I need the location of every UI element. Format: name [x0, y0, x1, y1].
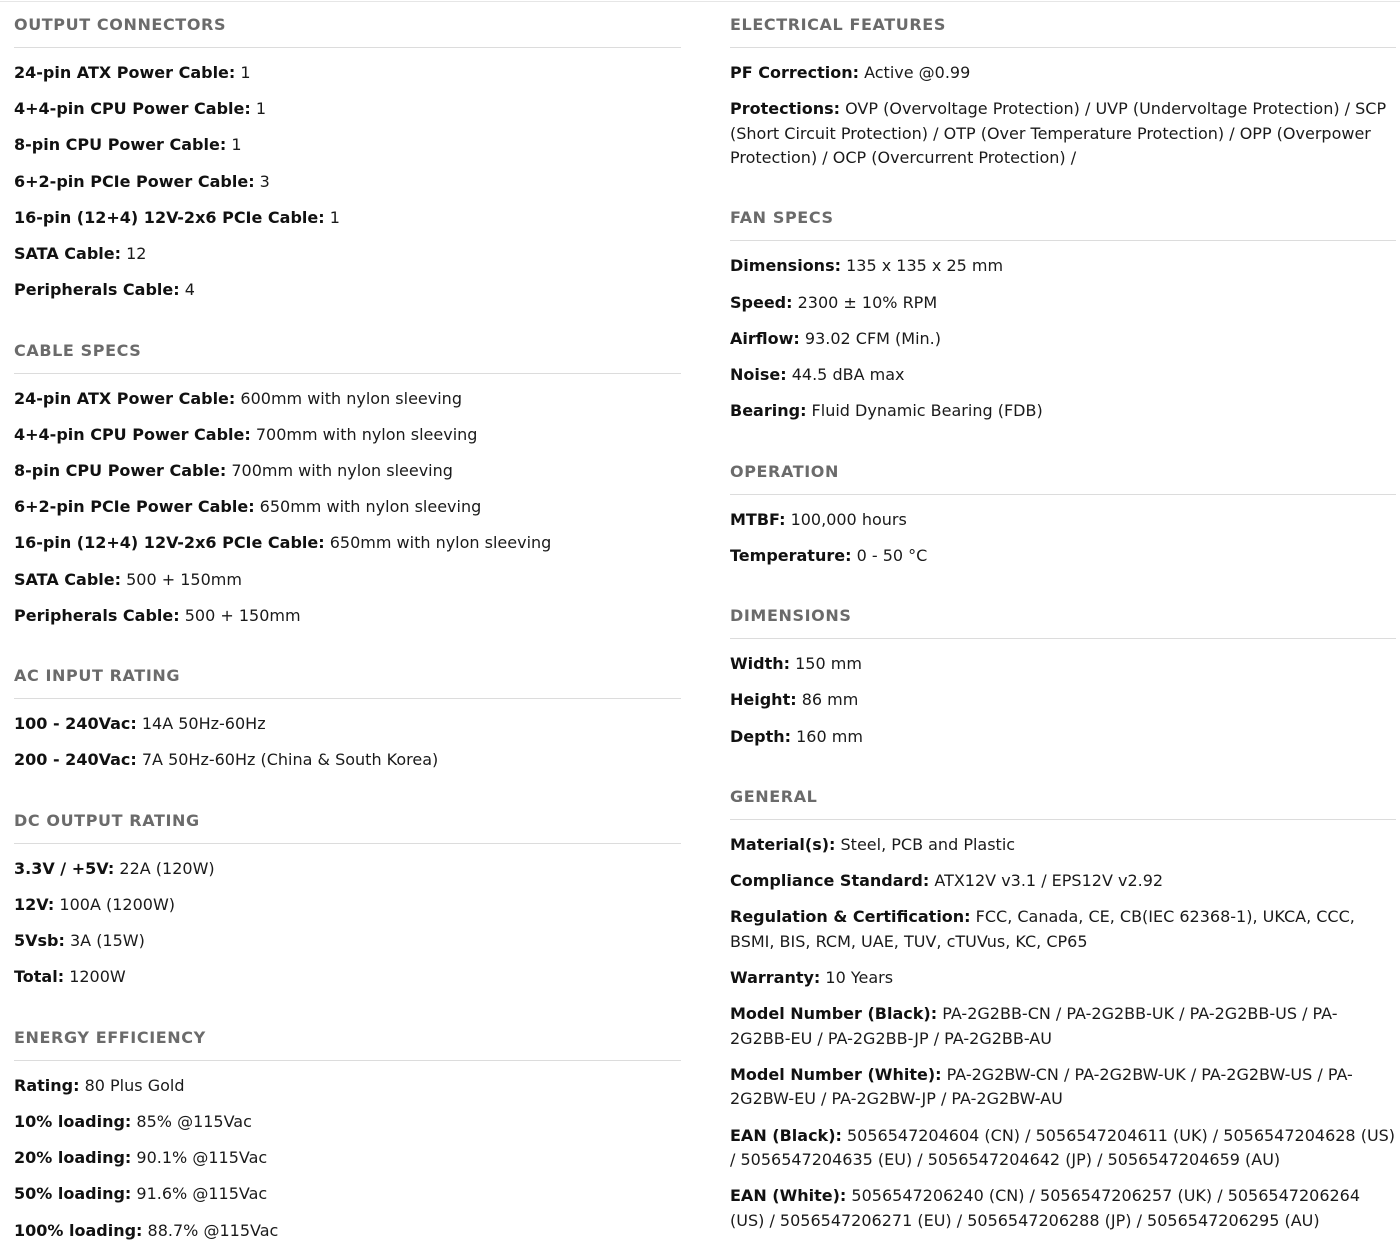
spec-row	[730, 1124, 1396, 1173]
spec-label: Width:	[730, 654, 791, 674]
spec-value: 1	[226, 135, 242, 155]
spec-label: 24-pin ATX Power Cable:	[14, 388, 236, 408]
spec-row	[730, 652, 1396, 676]
spec-label: 6+2-pin PCIe Power Cable:	[14, 171, 255, 191]
specs-right-column	[730, 0, 1396, 1233]
spec-value: 5056547206240 (CN) / 5056547206257 (UK) / 5056547206264 (US) / 5056547206271 (EU) / 5056547206288 (JP) / 5056547206295 (AU)	[730, 1186, 1361, 1230]
spec-value: OVP (Overvoltage Protection) / UVP (Undervoltage Protection) / SCP (Short Circuit Protection) / OTP (Over Temperature Protection) / OPP (Overpower Protection) / OCP (Overcurrent Protection) /	[730, 99, 1387, 168]
spec-row	[14, 97, 681, 121]
spec-value: 44.5 dBA max	[786, 365, 905, 385]
spec-value: 85% @115Vac	[131, 1112, 252, 1132]
spec-row	[730, 508, 1396, 532]
spec-row	[14, 1219, 681, 1243]
spec-label: Peripherals Cable:	[14, 605, 180, 625]
spec-value: FCC, Canada, CE, CB(IEC 62368-1), UKCA, CCC, BSMI, BIS, RCM, UAE, TUV, cTUVus, KC, CP65	[730, 907, 1355, 951]
spec-value: 100A (1200W)	[54, 895, 176, 915]
spec-row	[14, 929, 681, 953]
spec-label: 100% loading:	[14, 1220, 143, 1240]
spec-label: 12V:	[14, 895, 55, 915]
spec-value: 12	[121, 244, 147, 264]
spec-value: 4	[179, 280, 195, 300]
section-general	[730, 772, 1396, 1233]
spec-label: Model Number (Black):	[730, 1004, 938, 1024]
spec-row	[14, 170, 681, 194]
spec-value: 14A 50Hz-60Hz	[136, 714, 266, 734]
section-ac-input-rating	[14, 651, 681, 773]
spec-value: PA-2G2BW-CN / PA-2G2BW-UK / PA-2G2BW-US / PA-2G2BW-EU / PA-2G2BW-JP / PA-2G2BW-AU	[730, 1064, 1353, 1109]
section-title: CABLE SPECS	[14, 326, 681, 374]
spec-row	[14, 459, 681, 483]
spec-label: Bearing:	[730, 401, 807, 421]
spec-label: 4+4-pin CPU Power Cable:	[14, 424, 251, 444]
spec-label: Regulation & Certification:	[730, 907, 971, 927]
spec-label: Warranty:	[730, 968, 821, 988]
spec-row	[14, 1182, 681, 1206]
spec-row	[14, 893, 681, 917]
spec-label: 200 - 240Vac:	[14, 750, 137, 770]
spec-value: 90.1% @115Vac	[131, 1148, 268, 1168]
spec-row	[730, 869, 1396, 893]
spec-row	[14, 495, 681, 519]
section-energy-efficiency	[14, 1013, 681, 1243]
spec-row	[14, 965, 681, 989]
spec-value: Active @0.99	[859, 63, 971, 82]
spec-value: 700mm with nylon sleeving	[250, 424, 478, 444]
spec-label: Height:	[730, 690, 797, 710]
spec-label: 5Vsb:	[14, 931, 65, 951]
section-title: DIMENSIONS	[730, 591, 1396, 639]
spec-label: Rating:	[14, 1075, 80, 1095]
spec-label: 16-pin (12+4) 12V-2x6 PCIe Cable:	[14, 533, 325, 553]
spec-label: Total:	[14, 967, 65, 987]
section-title: OUTPUT CONNECTORS	[14, 0, 681, 48]
spec-label: Protections:	[730, 99, 841, 119]
spec-row	[730, 1063, 1396, 1112]
spec-value: 1	[235, 63, 251, 82]
spec-value: ATX12V v3.1 / EPS12V v2.92	[929, 871, 1164, 891]
spec-label: 8-pin CPU Power Cable:	[14, 461, 227, 481]
spec-row	[730, 254, 1396, 278]
spec-row	[14, 1110, 681, 1134]
spec-label: MTBF:	[730, 509, 786, 529]
spec-label: Speed:	[730, 292, 793, 312]
spec-row	[14, 857, 681, 881]
spec-value: 650mm with nylon sleeving	[254, 497, 482, 517]
spec-row	[14, 604, 681, 628]
spec-label: Peripherals Cable:	[14, 280, 180, 300]
spec-value: 80 Plus Gold	[79, 1075, 185, 1095]
spec-label: 4+4-pin CPU Power Cable:	[14, 99, 251, 119]
section-fan-specs	[730, 193, 1396, 423]
spec-label: 50% loading:	[14, 1184, 132, 1204]
spec-row	[730, 905, 1396, 954]
spec-value: 700mm with nylon sleeving	[226, 461, 453, 481]
spec-label: Material(s):	[730, 835, 836, 855]
section-title: ENERGY EFFICIENCY	[14, 1013, 681, 1061]
spec-value: Steel, PCB and Plastic	[835, 835, 1016, 855]
spec-row	[730, 1002, 1396, 1051]
spec-label: 6+2-pin PCIe Power Cable:	[14, 497, 255, 517]
spec-value: 0 - 50 °C	[851, 545, 928, 565]
spec-label: PF Correction:	[730, 63, 859, 82]
spec-row	[14, 278, 681, 302]
spec-label: Noise:	[730, 365, 787, 385]
section-title: DC OUTPUT RATING	[14, 796, 681, 844]
spec-value: 86 mm	[796, 690, 859, 710]
spec-row	[14, 387, 681, 411]
specs-left-column	[14, 0, 681, 1243]
spec-value: 91.6% @115Vac	[131, 1184, 268, 1204]
spec-value: 150 mm	[790, 654, 862, 674]
spec-value: 1	[250, 99, 267, 119]
spec-value: 135 x 135 x 25 mm	[841, 256, 1004, 276]
spec-value: PA-2G2BB-CN / PA-2G2BB-UK / PA-2G2BB-US / PA-2G2BB-EU / PA-2G2BB-JP / PA-2G2BB-AU	[730, 1004, 1338, 1048]
spec-value: 500 + 150mm	[179, 605, 301, 625]
section-title: AC INPUT RATING	[14, 651, 681, 699]
spec-row	[730, 97, 1396, 170]
section-title: GENERAL	[730, 772, 1396, 820]
spec-label: 3.3V / +5V:	[14, 858, 115, 878]
spec-value: Fluid Dynamic Bearing (FDB)	[806, 401, 1043, 421]
spec-row	[14, 206, 681, 230]
spec-row	[730, 61, 1396, 85]
spec-value: 7A 50Hz-60Hz (China & South Korea)	[136, 750, 439, 770]
spec-value: 500 + 150mm	[121, 569, 242, 589]
spec-row	[14, 531, 681, 555]
spec-row	[730, 327, 1396, 351]
spec-value: 650mm with nylon sleeving	[324, 533, 552, 553]
spec-value: 600mm with nylon sleeving	[235, 388, 462, 408]
spec-row	[14, 568, 681, 592]
spec-row	[14, 242, 681, 266]
spec-label: Compliance Standard:	[730, 871, 930, 891]
spec-value: 88.7% @115Vac	[142, 1220, 279, 1240]
spec-row	[730, 725, 1396, 749]
spec-label: 24-pin ATX Power Cable:	[14, 63, 236, 82]
spec-row	[14, 133, 681, 157]
spec-value: 5056547204604 (CN) / 5056547204611 (UK) / 5056547204628 (US) / 5056547204635 (EU) / 5056547204642 (JP) / 5056547204659 (AU)	[730, 1125, 1396, 1169]
spec-label: 10% loading:	[14, 1112, 132, 1132]
spec-label: 100 - 240Vac:	[14, 714, 137, 734]
spec-row	[730, 363, 1396, 387]
spec-row	[730, 688, 1396, 712]
spec-label: Depth:	[730, 726, 792, 746]
spec-value: 3	[254, 171, 270, 191]
spec-value: 10 Years	[820, 968, 894, 988]
spec-value: 1	[324, 207, 340, 227]
spec-row	[14, 61, 681, 85]
spec-label: SATA Cable:	[14, 569, 122, 589]
spec-value: 93.02 CFM (Min.)	[799, 328, 941, 348]
spec-value: 2300 ± 10% RPM	[792, 292, 938, 312]
spec-label: 8-pin CPU Power Cable:	[14, 135, 227, 155]
spec-row	[730, 291, 1396, 315]
spec-value: 22A (120W)	[114, 858, 215, 878]
spec-row	[14, 1074, 681, 1098]
section-dimensions	[730, 591, 1396, 749]
spec-value: 3A (15W)	[64, 931, 145, 951]
spec-row	[14, 1146, 681, 1170]
spec-value: 160 mm	[791, 726, 863, 746]
section-title: ELECTRICAL FEATURES	[730, 0, 1396, 48]
spec-row	[730, 833, 1396, 857]
spec-row	[730, 1184, 1396, 1233]
section-electrical-features	[730, 0, 1396, 170]
spec-label: EAN (White):	[730, 1186, 847, 1206]
spec-label: EAN (Black):	[730, 1125, 842, 1145]
spec-label: Model Number (White):	[730, 1064, 942, 1084]
section-operation	[730, 447, 1396, 569]
spec-row	[14, 423, 681, 447]
section-dc-output-rating	[14, 796, 681, 990]
spec-value: 1200W	[64, 967, 126, 987]
section-title: OPERATION	[730, 447, 1396, 495]
spec-label: Dimensions:	[730, 256, 841, 276]
spec-row	[730, 966, 1396, 990]
spec-row	[14, 748, 681, 772]
spec-row	[730, 399, 1396, 423]
spec-label: SATA Cable:	[14, 244, 122, 264]
spec-row	[14, 712, 681, 736]
section-cable-specs	[14, 326, 681, 629]
spec-label: 20% loading:	[14, 1148, 132, 1168]
spec-label: Temperature:	[730, 545, 852, 565]
section-output-connectors	[14, 0, 681, 303]
spec-row	[730, 544, 1396, 568]
section-title: FAN SPECS	[730, 193, 1396, 241]
spec-label: 16-pin (12+4) 12V-2x6 PCIe Cable:	[14, 207, 325, 227]
spec-value: 100,000 hours	[785, 509, 907, 529]
spec-label: Airflow:	[730, 328, 800, 348]
